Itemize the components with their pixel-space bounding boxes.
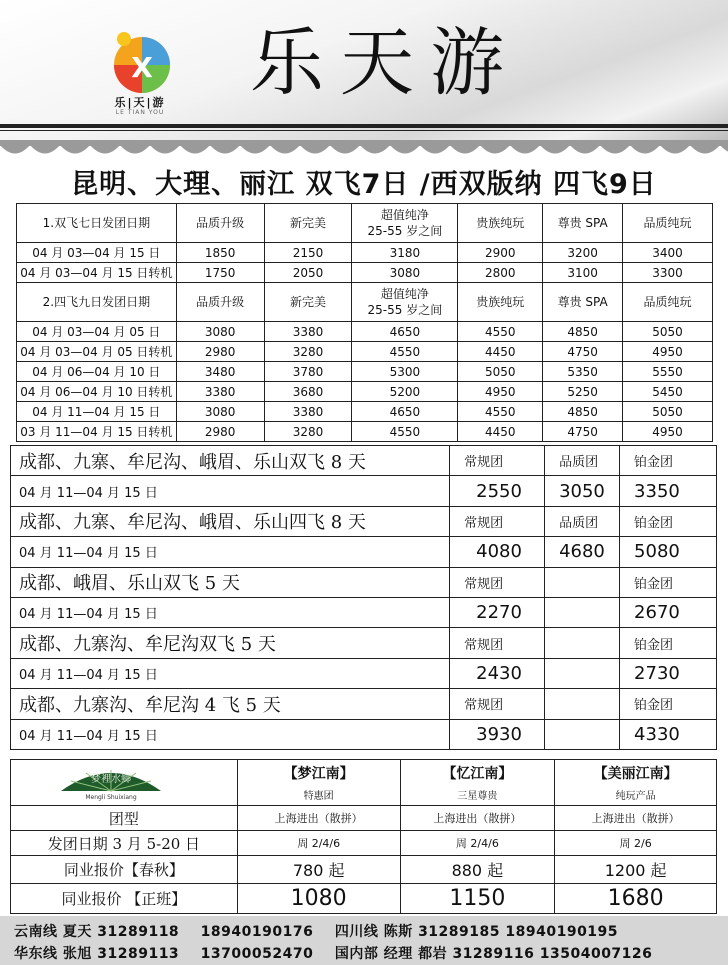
regular-price-3: 1680 [555,884,717,914]
price-cell: 4750 [543,422,623,442]
price-cell: 5050 [623,322,713,342]
route-row [11,628,717,658]
column-header: 尊贵 SPA [543,204,623,243]
table-row [17,342,713,362]
price-cell: 5200 [352,382,458,402]
tier-label [545,628,620,658]
row-label-type: 团型 [11,806,238,831]
price-cell: 3200 [543,243,623,263]
route-date: 04 月 11—04 月 15 日 [11,537,450,567]
brand-title: 乐天游 [250,20,520,106]
price-cell: 3080 [176,402,264,422]
header-banner [0,0,728,140]
price-cell: 4950 [623,422,713,442]
tier-label: 铂金团 [620,689,717,719]
price-cell: 4650 [352,402,458,422]
table-row [17,322,713,342]
column-header: 超值纯净 25-55 岁之间 [352,283,458,322]
route-row [11,446,717,476]
route-price: 4680 [545,537,620,567]
group-header: 1.双飞七日发团日期 [17,204,177,243]
price-cell: 4450 [458,422,543,442]
price-cell: 4950 [458,382,543,402]
price-cell: 3300 [623,263,713,283]
tier-label: 常规团 [450,446,545,476]
tier-label: 品质团 [545,506,620,536]
date-cell: 04 月 06—04 月 10 日转机 [17,382,177,402]
tier-label: 常规团 [450,628,545,658]
product-days-1: 周 2/4/6 [237,831,400,856]
column-header: 品质纯玩 [623,283,713,322]
price-cell: 4550 [458,402,543,422]
table-row [17,263,713,283]
row-label-dates: 发团日期 3 月 5-20 日 [11,831,238,856]
table-row [17,243,713,263]
price-cell: 2900 [458,243,543,263]
tier-label: 品质团 [545,446,620,476]
route-price-row [11,658,717,688]
scallop-border [0,140,728,160]
logo-cn-text: 梦裡水鄉 [91,773,131,785]
price-cell: 2980 [176,422,264,442]
logo-en-text: Mengli Shuixiang [85,793,137,801]
route-row [11,567,717,597]
price-cell: 4750 [543,342,623,362]
price-cell: 3780 [264,362,352,382]
route-price: 2270 [450,597,545,627]
contact-footer [0,916,728,965]
price-cell: 2980 [176,342,264,362]
price-cell: 5450 [623,382,713,402]
price-cell: 3400 [623,243,713,263]
route-price-row [11,476,717,506]
price-cell: 3100 [543,263,623,283]
column-header: 贵族纯玩 [458,283,543,322]
spring-price-3: 1200 起 [555,856,717,884]
price-cell: 4850 [543,322,623,342]
table-row [17,422,713,442]
table-row [17,362,713,382]
price-cell: 5550 [623,362,713,382]
date-cell: 04 月 03—04 月 15 日转机 [17,263,177,283]
product-type-1: 上海进出（散拼） [237,806,400,831]
price-cell: 4950 [623,342,713,362]
price-cell: 4550 [352,422,458,442]
column-header: 贵族纯玩 [458,204,543,243]
route-name: 成都、九寨、牟尼沟、峨眉、乐山双飞 8 天 [11,446,450,476]
price-cell: 5350 [543,362,623,382]
column-header: 新完美 [264,283,352,322]
jiangnan-logo [11,760,238,806]
tier-label: 铂金团 [620,628,717,658]
price-cell: 3480 [176,362,264,382]
price-cell: 5250 [543,382,623,402]
route-price: 5080 [620,537,717,567]
route-date: 04 月 11—04 月 15 日 [11,719,450,749]
date-cell: 04 月 06—04 月 10 日 [17,362,177,382]
route-date: 04 月 11—04 月 15 日 [11,597,450,627]
date-cell: 04 月 03—04 月 05 日 [17,322,177,342]
price-cell: 3080 [352,263,458,283]
tier-label [545,567,620,597]
spring-price-1: 780 起 [237,856,400,884]
route-date: 04 月 11—04 月 15 日 [11,476,450,506]
tier-label [545,689,620,719]
price-cell: 5050 [623,402,713,422]
regular-price-2: 1150 [400,884,555,914]
route-price: 3930 [450,719,545,749]
tier-label: 常规团 [450,506,545,536]
price-cell: 2050 [264,263,352,283]
sichuan-price-table [10,445,717,750]
product-type-2: 上海进出（散拼） [400,806,555,831]
route-price: 4080 [450,537,545,567]
product-type-3: 上海进出（散拼） [555,806,717,831]
jiangnan-price-table [10,759,717,914]
row-label-regular: 同业报价 【正班】 [11,884,238,914]
headline: 昆明、大理、丽江 双飞7日 /西双版纳 四飞9日 [71,169,657,200]
price-cell: 3180 [352,243,458,263]
product-name-1: 【梦江南】 特惠团 [237,760,400,806]
tier-label: 铂金团 [620,446,717,476]
table-row [17,402,713,422]
price-cell: 5050 [458,362,543,382]
price-cell: 4550 [352,342,458,362]
price-cell: 4550 [458,322,543,342]
group-header: 2.四飞九日发团日期 [17,283,177,322]
header-divider [0,124,728,128]
route-price-row [11,719,717,749]
date-cell: 04 月 11—04 月 15 日 [17,402,177,422]
tier-label: 铂金团 [620,567,717,597]
price-cell: 5300 [352,362,458,382]
column-header: 品质升级 [176,283,264,322]
column-header: 品质纯玩 [623,204,713,243]
product-days-2: 周 2/4/6 [400,831,555,856]
date-cell: 04 月 03—04 月 15 日 [17,243,177,263]
fan-logo-icon [51,761,171,801]
route-date: 04 月 11—04 月 15 日 [11,658,450,688]
price-cell: 2800 [458,263,543,283]
row-label-spring: 同业报价【春秋】 [11,856,238,884]
price-cell: 3280 [264,342,352,362]
product-name-3: 【美丽江南】 纯玩产品 [555,760,717,806]
price-cell: 4650 [352,322,458,342]
header-divider-thin [0,130,728,131]
route-price: 2430 [450,658,545,688]
route-price-row [11,537,717,567]
price-cell: 4450 [458,342,543,362]
route-name: 成都、九寨沟、牟尼沟双飞 5 天 [11,628,450,658]
price-cell: 3680 [264,382,352,402]
column-header: 尊贵 SPA [543,283,623,322]
route-row [11,689,717,719]
price-cell: 3080 [176,322,264,342]
column-header: 品质升级 [176,204,264,243]
column-header: 新完美 [264,204,352,243]
price-cell: 1750 [176,263,264,283]
price-cell: 3380 [264,322,352,342]
route-price: 2730 [620,658,717,688]
route-price [545,719,620,749]
route-price: 2550 [450,476,545,506]
yunnan-price-table [16,203,713,442]
price-cell: 3380 [176,382,264,402]
spring-price-2: 880 起 [400,856,555,884]
contact-line-2: 华东线 张旭 31289113 13700052470 国内部 经理 都岩 31289116 13504007126 [14,946,653,962]
price-cell: 2150 [264,243,352,263]
route-price: 4330 [620,719,717,749]
regular-price-1: 1080 [237,884,400,914]
route-price [545,658,620,688]
price-cell: 3380 [264,402,352,422]
route-price: 3350 [620,476,717,506]
tier-label: 铂金团 [620,506,717,536]
date-cell: 04 月 03—04 月 05 日转机 [17,342,177,362]
tier-label: 常规团 [450,689,545,719]
contact-line-1: 云南线 夏天 31289118 18940190176 四川线 陈斯 31289185 18940190195 [14,924,619,940]
route-price: 2670 [620,597,717,627]
column-header: 超值纯净 25-55 岁之间 [352,204,458,243]
price-cell: 1850 [176,243,264,263]
logo-subtitle: LE TIAN YOU [115,109,165,116]
date-cell: 03 月 11—04 月 15 日转机 [17,422,177,442]
route-row [11,506,717,536]
price-cell: 4850 [543,402,623,422]
route-name: 成都、峨眉、乐山双飞 5 天 [11,567,450,597]
svg-text:X: X [131,51,153,84]
logo-text: 乐|天|游 [114,96,166,109]
route-name: 成都、九寨沟、牟尼沟 4 飞 5 天 [11,689,450,719]
route-price [545,597,620,627]
product-days-3: 周 2/6 [555,831,717,856]
tier-label: 常规团 [450,567,545,597]
table-row [17,382,713,402]
route-price: 3050 [545,476,620,506]
product-name-2: 【忆江南】 三星尊贵 [400,760,555,806]
price-cell: 3280 [264,422,352,442]
route-price-row [11,597,717,627]
route-name: 成都、九寨、牟尼沟、峨眉、乐山四飞 8 天 [11,506,450,536]
